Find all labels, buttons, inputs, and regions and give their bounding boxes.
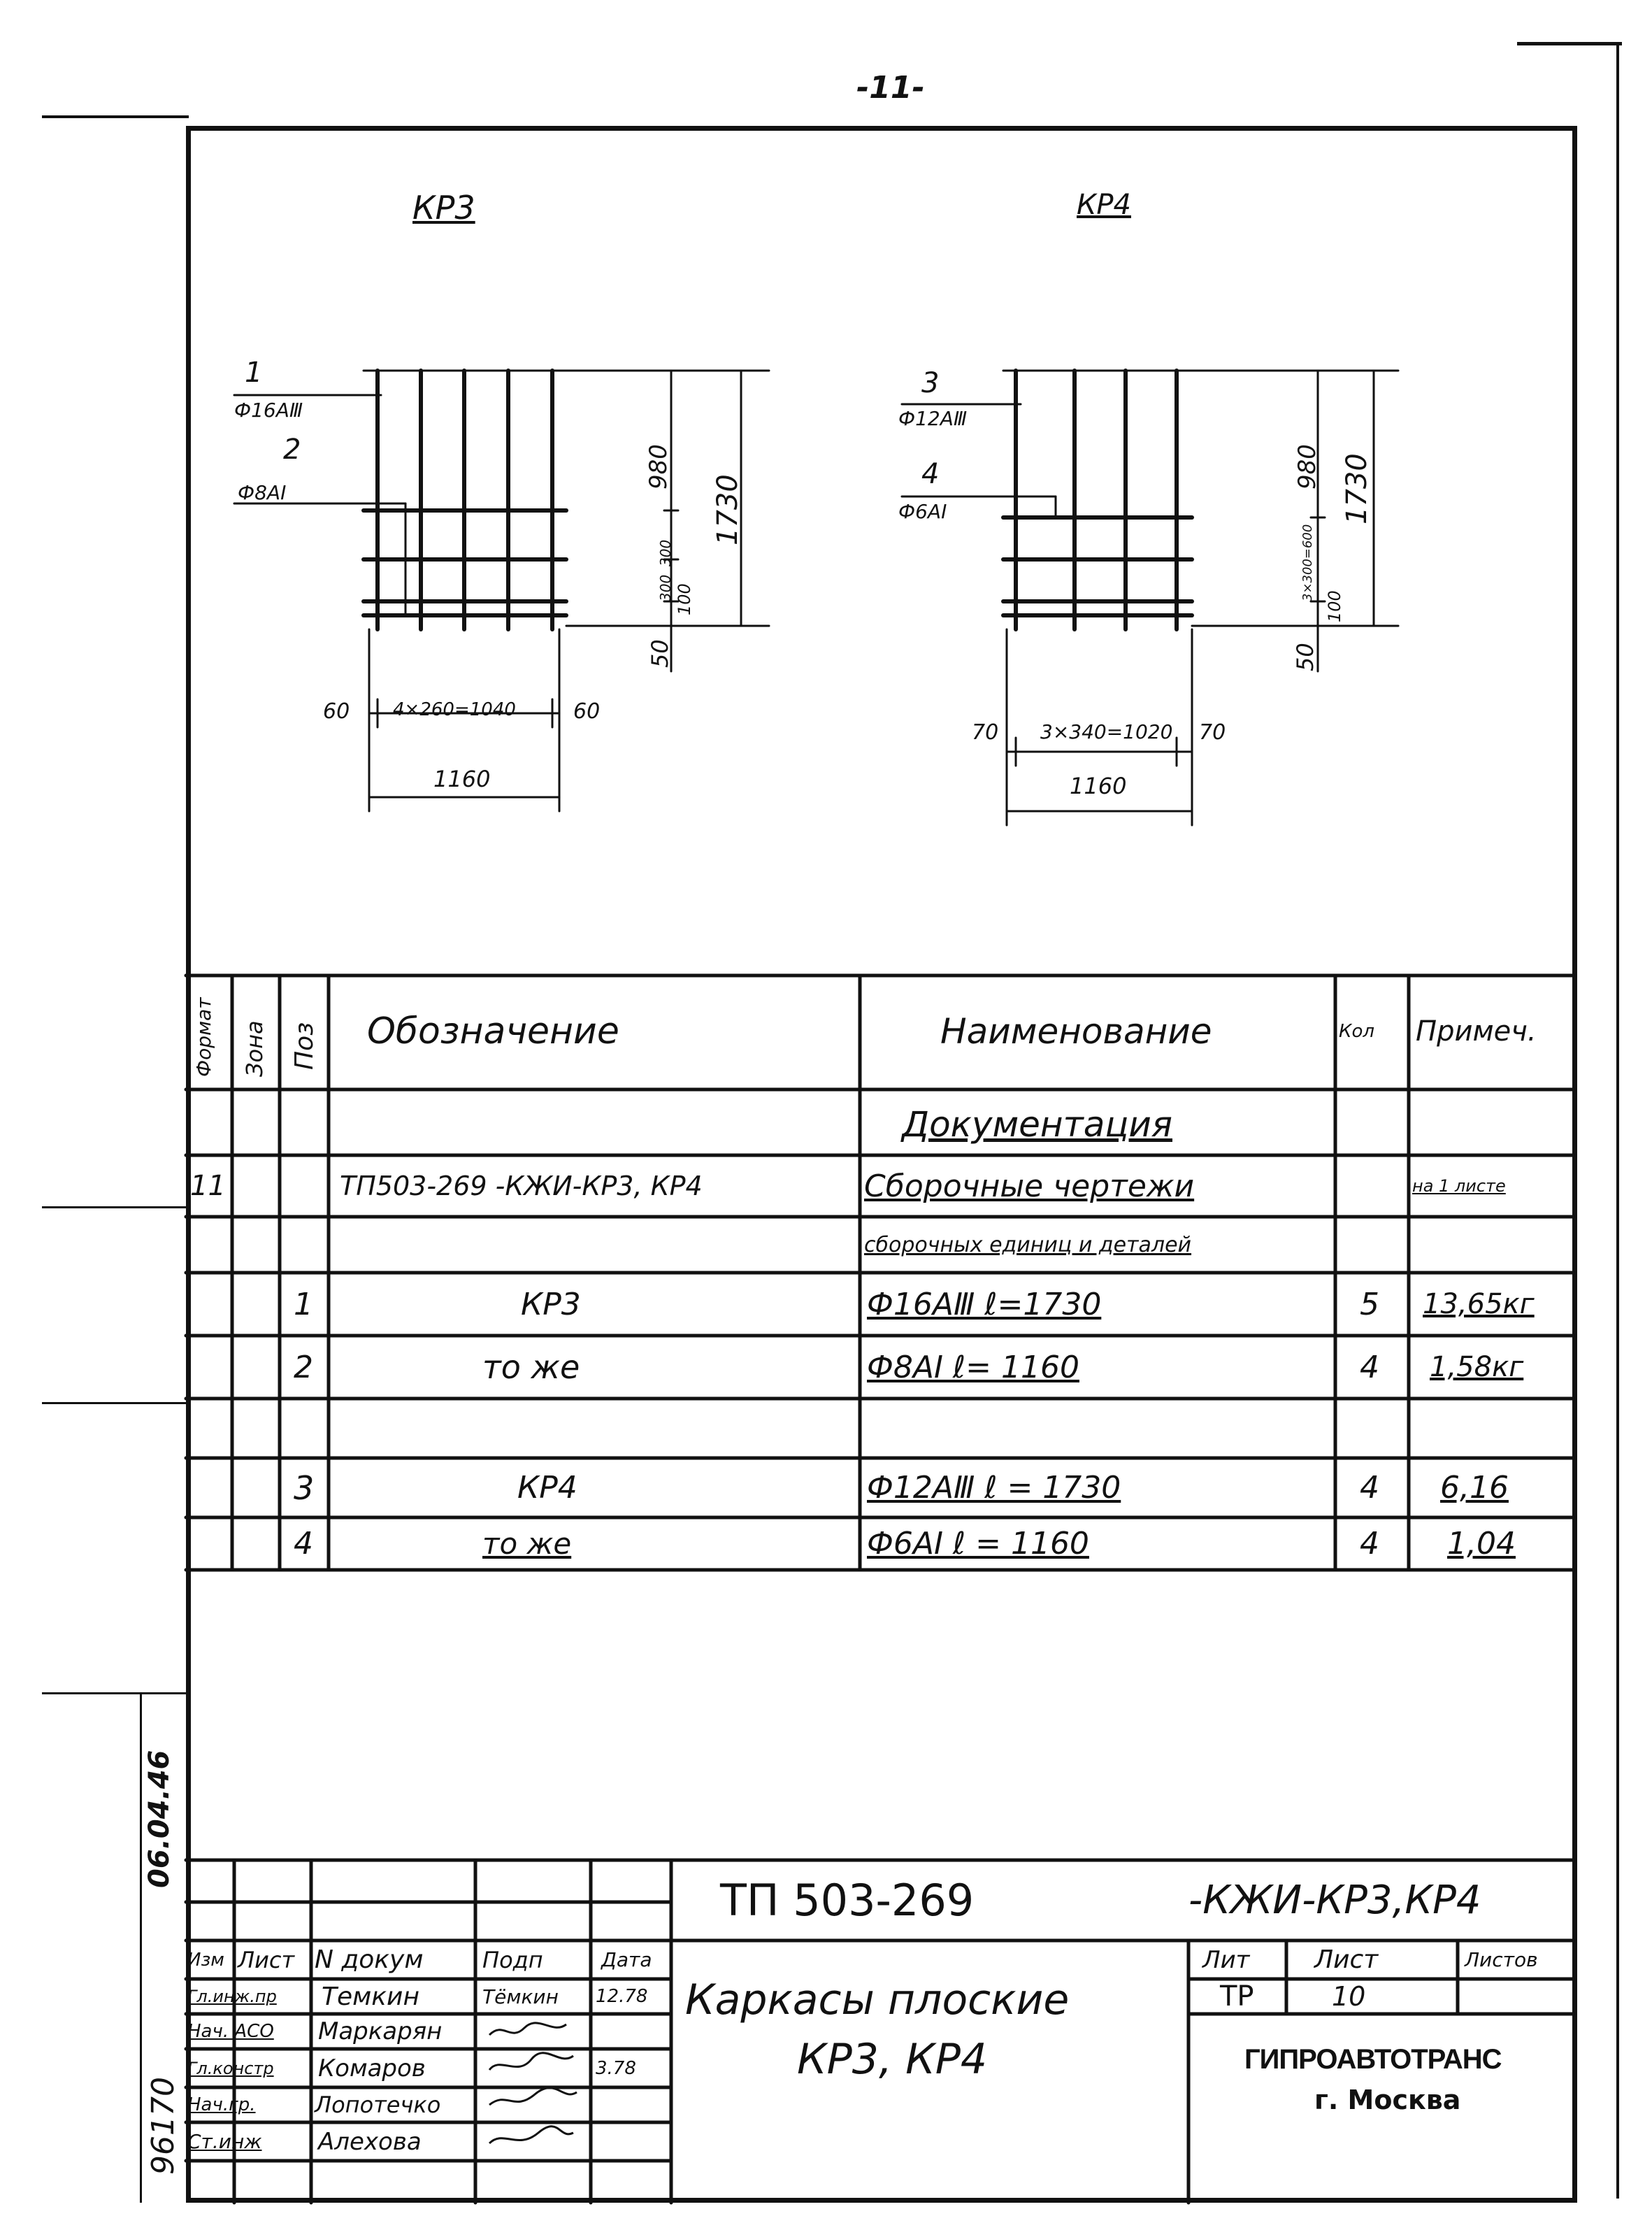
tb-col-list: Лист bbox=[238, 1946, 295, 1973]
kr3-callout-1-bar: Ф16АⅢ bbox=[234, 399, 303, 422]
kr3-callout-2-bar: Ф8АⅠ bbox=[238, 481, 287, 504]
kr4-callout-3-bar: Ф12АⅢ bbox=[898, 407, 968, 430]
spec-header-designation: Обозначение bbox=[367, 1010, 619, 1052]
spec-header-format: Формат bbox=[192, 997, 215, 1077]
spec-row-2-designation: то же bbox=[482, 1348, 580, 1386]
spec-row-2-pos: 2 bbox=[294, 1349, 313, 1385]
kr4-dim-width: 1160 bbox=[1070, 773, 1127, 799]
kr3-dim-small: 100 bbox=[675, 583, 694, 615]
spec-row-4-name: Ф12АⅢ ℓ = 1730 bbox=[867, 1470, 1121, 1506]
tb-person-1-date: 12.78 bbox=[596, 1986, 648, 2007]
spec-row-1-designation: КР3 bbox=[521, 1286, 581, 1322]
tb-stage-label: Лит bbox=[1202, 1945, 1250, 1974]
kr4-dimensions bbox=[902, 371, 1398, 825]
spec-row-4-qty: 4 bbox=[1360, 1470, 1379, 1506]
tb-person-5-role: Ст.инж bbox=[187, 2130, 262, 2153]
kr3-dim-mid2: 300 bbox=[657, 539, 674, 566]
kr4-title: КР4 bbox=[1077, 189, 1131, 221]
spec-row-5-qty: 4 bbox=[1360, 1526, 1379, 1561]
tb-person-2-name: Маркарян bbox=[318, 2017, 443, 2045]
spec-section-title: Документация bbox=[902, 1104, 1172, 1145]
kr3-dim-right: 60 bbox=[573, 699, 601, 724]
tb-person-4-role: Нач.гр. bbox=[187, 2094, 256, 2115]
spec-doc-note: на 1 листе bbox=[1412, 1176, 1506, 1196]
tb-doc-code-left: ТП 503-269 bbox=[720, 1875, 975, 1926]
spec-row-5-designation: то же bbox=[482, 1527, 572, 1561]
spec-row-2-name: Ф8АⅠ ℓ= 1160 bbox=[867, 1349, 1079, 1385]
tb-doc-code-right: -КЖИ-КР3,КР4 bbox=[1188, 1878, 1481, 1923]
tb-col-data: Дата bbox=[601, 1948, 652, 1971]
spec-row-4-designation: КР4 bbox=[517, 1470, 577, 1506]
archive-number: 96170 bbox=[145, 2077, 181, 2175]
tb-person-5-name: Алехова bbox=[318, 2127, 422, 2156]
tb-org-line1: ГИПРОАВТОТРАНС bbox=[1244, 2043, 1502, 2075]
kr3-cage bbox=[364, 371, 566, 629]
kr3-dim-bottom: 50 bbox=[647, 639, 673, 668]
spec-row-5-pos: 4 bbox=[294, 1526, 313, 1561]
spec-row-1-name: Ф16АⅢ ℓ=1730 bbox=[867, 1286, 1102, 1322]
spec-doc-designation: ТП503-269 -КЖИ-КР3, КР4 bbox=[340, 1171, 703, 1201]
spec-row-2-note: 1,58кг bbox=[1430, 1351, 1524, 1383]
spec-row-2-qty: 4 bbox=[1360, 1349, 1379, 1385]
kr3-callout-1-pos: 1 bbox=[245, 357, 263, 389]
tb-col-izm: Изм bbox=[187, 1949, 224, 1971]
tb-person-3-date: 3.78 bbox=[596, 2057, 636, 2079]
tb-col-podp: Подп bbox=[482, 1946, 543, 1973]
spec-header-zone: Зона bbox=[241, 1020, 268, 1077]
kr4-dim-right: 70 bbox=[1199, 720, 1226, 745]
tb-person-1-sign: Тёмкин bbox=[482, 1985, 559, 2008]
kr4-callout-4-pos: 4 bbox=[921, 458, 940, 490]
tb-col-ndokum: N докум bbox=[315, 1945, 424, 1974]
kr4-cage bbox=[1003, 371, 1192, 629]
page-number: -11- bbox=[856, 70, 925, 106]
signature-scribbles bbox=[475, 2014, 591, 2161]
spec-doc-format: 11 bbox=[190, 1170, 226, 1202]
kr3-dim-upper: 980 bbox=[645, 444, 673, 489]
spec-doc-name: Сборочные чертежи bbox=[864, 1168, 1195, 1204]
kr3-dim-mid: 300 bbox=[657, 574, 674, 601]
kr3-dim-span: 4×260=1040 bbox=[393, 699, 516, 720]
tb-stage-value: ТР bbox=[1220, 1980, 1254, 2013]
kr3-dim-width: 1160 bbox=[433, 766, 491, 792]
kr4-dim-upper: 980 bbox=[1293, 444, 1321, 489]
kr4-dim-small: 100 bbox=[1325, 590, 1344, 622]
kr3-dim-left: 60 bbox=[323, 699, 350, 724]
spec-header-pos: Поз bbox=[290, 1022, 319, 1070]
kr4-dim-total: 1730 bbox=[1341, 453, 1373, 524]
tb-person-1-name: Темкин bbox=[322, 1982, 419, 2011]
tb-person-4-name: Лопотечко bbox=[315, 2092, 441, 2118]
tb-sheets-label: Листов bbox=[1465, 1948, 1538, 1971]
tb-org-line2: г. Москва bbox=[1314, 2084, 1461, 2115]
kr4-callout-4-bar: Ф6АⅠ bbox=[898, 500, 947, 523]
tb-sheet-label: Лист bbox=[1314, 1945, 1379, 1974]
spec-header-name: Наименование bbox=[940, 1011, 1212, 1052]
signature-date: 06.04.46 bbox=[143, 1750, 175, 1888]
kr4-dim-bottom: 50 bbox=[1292, 643, 1319, 671]
kr4-dim-span: 3×340=1020 bbox=[1040, 720, 1173, 743]
tb-person-3-name: Комаров bbox=[318, 2054, 426, 2082]
kr4-dim-left: 70 bbox=[972, 720, 999, 745]
spec-row-1-qty: 5 bbox=[1360, 1286, 1379, 1322]
spec-row-4-note: 6,16 bbox=[1440, 1470, 1509, 1506]
tb-title-line1: Каркасы плоские bbox=[685, 1975, 1070, 2024]
tb-person-3-role: Гл.констр bbox=[187, 2058, 274, 2078]
spec-row-1-note: 13,65кг bbox=[1423, 1288, 1535, 1320]
spec-doc-name2: сборочных единиц и деталей bbox=[864, 1232, 1192, 1257]
kr4-callout-3-pos: 3 bbox=[921, 367, 940, 399]
kr3-callout-2-pos: 2 bbox=[283, 434, 301, 466]
spec-header-note: Примеч. bbox=[1416, 1015, 1537, 1048]
tb-person-1-role: Гл.инж.пр bbox=[187, 1987, 277, 2006]
spec-row-4-pos: 3 bbox=[294, 1468, 315, 1507]
tb-title-line2: КР3, КР4 bbox=[797, 2035, 988, 2084]
spec-row-5-note: 1,04 bbox=[1447, 1526, 1516, 1561]
spec-row-5-name: Ф6АⅠ ℓ = 1160 bbox=[867, 1526, 1089, 1561]
spec-header-qty: Кол bbox=[1339, 1021, 1374, 1042]
kr3-title: КР3 bbox=[412, 189, 475, 227]
spec-row-1-pos: 1 bbox=[294, 1286, 313, 1322]
tb-sheet-value: 10 bbox=[1332, 1981, 1366, 2012]
kr3-dim-total: 1730 bbox=[712, 474, 744, 545]
tb-person-2-role: Нач. АСО bbox=[187, 2021, 274, 2042]
kr4-dim-mid: 3×300=600 bbox=[1300, 524, 1315, 601]
